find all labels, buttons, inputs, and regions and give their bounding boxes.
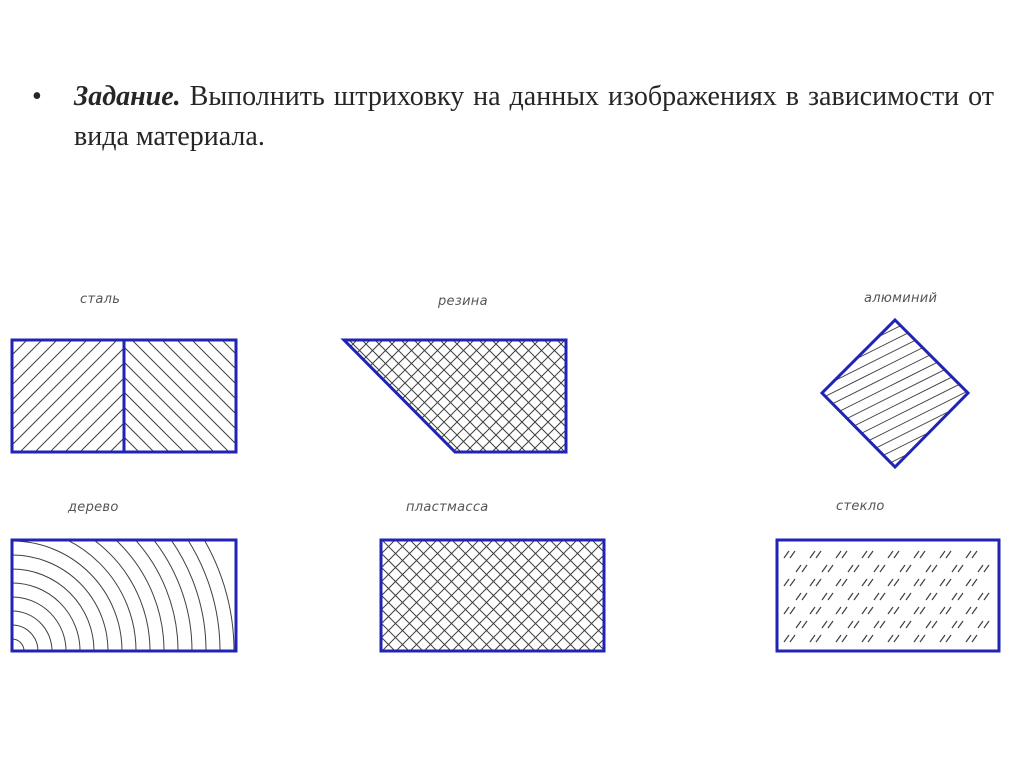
hatch-dash	[966, 551, 971, 558]
hatch-dash	[802, 565, 807, 572]
hatch-dash	[862, 607, 867, 614]
hatch-line	[800, 226, 990, 321]
hatch-dash	[900, 621, 905, 628]
glass-figure	[777, 540, 999, 651]
hatch-dash	[972, 579, 977, 586]
hatch-line	[147, 340, 259, 452]
hatch-dash	[914, 579, 919, 586]
hatch-dash	[880, 593, 885, 600]
hatch-line	[110, 340, 222, 452]
hatch-dash	[874, 565, 879, 572]
aluminium-hatch-lines	[800, 160, 990, 530]
hatch-line	[80, 340, 192, 452]
hatch-dash	[810, 635, 815, 642]
hatch-dash	[926, 621, 931, 628]
hatch-dash	[828, 593, 833, 600]
hatch-dash	[914, 607, 919, 614]
hatch-dash	[842, 579, 847, 586]
hatch-line	[258, 340, 370, 452]
hatch-dash	[978, 621, 983, 628]
hatch-line	[192, 340, 304, 452]
hatch-dash	[862, 551, 867, 558]
hatch-line	[5, 340, 117, 452]
plastic-hatch-lines	[270, 540, 703, 651]
hatch-line	[95, 340, 207, 452]
hatch-dash	[914, 551, 919, 558]
hatch-dash	[784, 551, 789, 558]
hatch-dash	[868, 635, 873, 642]
hatch-dash	[888, 579, 893, 586]
hatch-dash	[978, 565, 983, 572]
hatch-line	[0, 340, 57, 452]
plastic-figure	[270, 540, 703, 651]
hatch-line	[57, 340, 169, 452]
hatch-dash	[984, 621, 989, 628]
hatch-dash	[978, 593, 983, 600]
hatch-dash	[854, 621, 859, 628]
hatch-dash	[790, 579, 795, 586]
plastic-label: пластмасса	[406, 500, 489, 515]
hatch-line	[557, 340, 669, 452]
task-lead: Задание.	[74, 81, 181, 112]
hatch-dash	[894, 579, 899, 586]
hatch-dash	[868, 579, 873, 586]
task-body: Выполнить штриховку на данных изображениях в зависимости от вида материала.	[74, 81, 994, 152]
aluminium-hatch	[800, 160, 990, 530]
hatch-dash	[790, 635, 795, 642]
hatch-arc	[0, 485, 178, 767]
hatch-line	[42, 340, 154, 452]
hatch-dash	[926, 565, 931, 572]
hatch-line	[132, 340, 244, 452]
hatch-dash	[972, 607, 977, 614]
aluminium-figure	[800, 160, 990, 530]
hatch-dash	[888, 607, 893, 614]
hatch-line	[284, 540, 395, 651]
hatch-dash	[862, 635, 867, 642]
hatch-dash	[932, 565, 937, 572]
hatch-line	[117, 340, 229, 452]
rubber-label: резина	[438, 294, 488, 309]
hatch-line	[800, 193, 990, 288]
steel-figure	[0, 340, 334, 452]
glass-hatch	[784, 551, 989, 642]
hatch-dash	[894, 551, 899, 558]
hatch-line	[800, 171, 990, 266]
hatch-line	[177, 340, 289, 452]
hatch-dash	[784, 579, 789, 586]
hatch-dash	[874, 593, 879, 600]
plastic-hatch	[270, 540, 703, 651]
hatch-dash	[946, 607, 951, 614]
rubber-hatch-lines	[232, 340, 669, 452]
hatch-dash	[822, 621, 827, 628]
plastic-outline	[381, 540, 604, 651]
hatch-dash	[984, 565, 989, 572]
hatch-dash	[796, 621, 801, 628]
hatch-dash	[952, 621, 957, 628]
wood-label: дерево	[68, 500, 119, 515]
steel-label: сталь	[80, 292, 121, 307]
hatch-dash	[796, 593, 801, 600]
hatch-dash	[940, 551, 945, 558]
hatch-dash	[958, 593, 963, 600]
hatch-dash	[810, 607, 815, 614]
hatch-dash	[880, 565, 885, 572]
hatch-dash	[816, 579, 821, 586]
hatch-dash	[836, 607, 841, 614]
hatch-line	[87, 340, 199, 452]
hatch-dash	[952, 593, 957, 600]
hatch-dash	[888, 635, 893, 642]
hatch-dash	[914, 635, 919, 642]
steel-hatch	[0, 340, 334, 452]
hatch-line	[245, 340, 357, 452]
hatch-dash	[842, 607, 847, 614]
hatch-dash	[816, 635, 821, 642]
hatch-dash	[946, 551, 951, 558]
hatch-dash	[836, 579, 841, 586]
hatch-dash	[984, 593, 989, 600]
hatch-dash	[836, 635, 841, 642]
hatch-dash	[836, 551, 841, 558]
hatch-dash	[920, 635, 925, 642]
hatch-line	[12, 340, 124, 452]
hatch-line	[592, 540, 703, 651]
hatch-dash	[940, 607, 945, 614]
hatch-dash	[940, 635, 945, 642]
hatch-line	[27, 340, 139, 452]
hatch-line	[557, 340, 669, 452]
hatch-line	[800, 160, 990, 255]
hatch-dash	[848, 621, 853, 628]
hatch-dash	[906, 593, 911, 600]
hatch-line	[800, 237, 990, 332]
hatch-line	[20, 340, 132, 452]
hatch-dash	[810, 551, 815, 558]
hatch-line	[0, 340, 12, 452]
hatch-dash	[842, 635, 847, 642]
hatch-dash	[854, 593, 859, 600]
hatch-line	[72, 340, 184, 452]
hatch-dash	[868, 607, 873, 614]
hatch-line	[65, 340, 177, 452]
hatch-dash	[848, 565, 853, 572]
hatch-dash	[822, 565, 827, 572]
hatch-dash	[888, 551, 893, 558]
hatch-line	[270, 540, 381, 651]
hatch-dash	[862, 579, 867, 586]
hatch-line	[800, 204, 990, 299]
hatch-line	[50, 340, 162, 452]
hatch-dash	[946, 635, 951, 642]
hatch-arc	[0, 443, 220, 767]
aluminium-outline	[822, 320, 968, 467]
hatch-arc	[0, 471, 192, 767]
hatch-dash	[906, 565, 911, 572]
hatch-dash	[946, 579, 951, 586]
hatch-dash	[790, 607, 795, 614]
hatch-dash	[816, 607, 821, 614]
hatch-dash	[972, 551, 977, 558]
hatch-line	[284, 540, 395, 651]
wood-hatch-arcs	[0, 429, 234, 767]
hatch-line	[270, 540, 381, 651]
wood-outline	[12, 540, 236, 651]
hatch-dash	[958, 565, 963, 572]
hatch-dash	[920, 551, 925, 558]
hatch-dash	[784, 635, 789, 642]
hatch-dash	[932, 593, 937, 600]
hatch-dash	[966, 635, 971, 642]
hatch-line	[207, 340, 319, 452]
hatch-dash	[940, 579, 945, 586]
hatch-dash	[868, 551, 873, 558]
hatch-line	[102, 340, 214, 452]
hatch-line	[245, 340, 357, 452]
aluminium-label: алюминий	[864, 291, 938, 306]
hatch-line	[162, 340, 274, 452]
hatch-dash	[966, 607, 971, 614]
hatch-line	[258, 340, 370, 452]
hatch-dash	[932, 621, 937, 628]
hatch-dash	[802, 621, 807, 628]
hatch-line	[232, 340, 344, 452]
hatch-dash	[802, 593, 807, 600]
hatch-line	[592, 540, 703, 651]
hatch-line	[0, 340, 42, 452]
rubber-hatch	[232, 340, 669, 452]
hatch-dash	[784, 607, 789, 614]
hatch-line	[35, 340, 147, 452]
bullet-marker: •	[32, 81, 42, 112]
glass-label: стекло	[836, 499, 885, 514]
wood-figure	[0, 429, 236, 767]
hatch-dash	[894, 635, 899, 642]
hatch-dash	[920, 579, 925, 586]
hatch-arc	[0, 527, 136, 767]
hatch-dash	[790, 551, 795, 558]
hatch-line	[800, 182, 990, 277]
hatch-dash	[966, 579, 971, 586]
hatch-dash	[880, 621, 885, 628]
hatch-dash	[952, 565, 957, 572]
hatch-dash	[796, 565, 801, 572]
hatch-dash	[828, 621, 833, 628]
hatch-dash	[926, 593, 931, 600]
hatch-dash	[894, 607, 899, 614]
hatch-dash	[828, 565, 833, 572]
hatch-dash	[848, 593, 853, 600]
hatch-arc	[0, 513, 150, 767]
hatch-dash	[972, 635, 977, 642]
hatch-line	[232, 340, 344, 452]
hatch-dash	[854, 565, 859, 572]
rubber-outline	[344, 340, 566, 452]
hatch-dash	[842, 551, 847, 558]
hatch-dash	[822, 593, 827, 600]
hatch-dash	[900, 593, 905, 600]
hatch-dash	[810, 579, 815, 586]
hatch-line	[222, 340, 334, 452]
hatch-dash	[874, 621, 879, 628]
rubber-figure	[232, 340, 669, 452]
hatch-dash	[816, 551, 821, 558]
wood-hatch	[0, 429, 234, 767]
hatch-dash	[958, 621, 963, 628]
hatch-dash	[900, 565, 905, 572]
hatch-dash	[920, 607, 925, 614]
hatch-dash	[906, 621, 911, 628]
